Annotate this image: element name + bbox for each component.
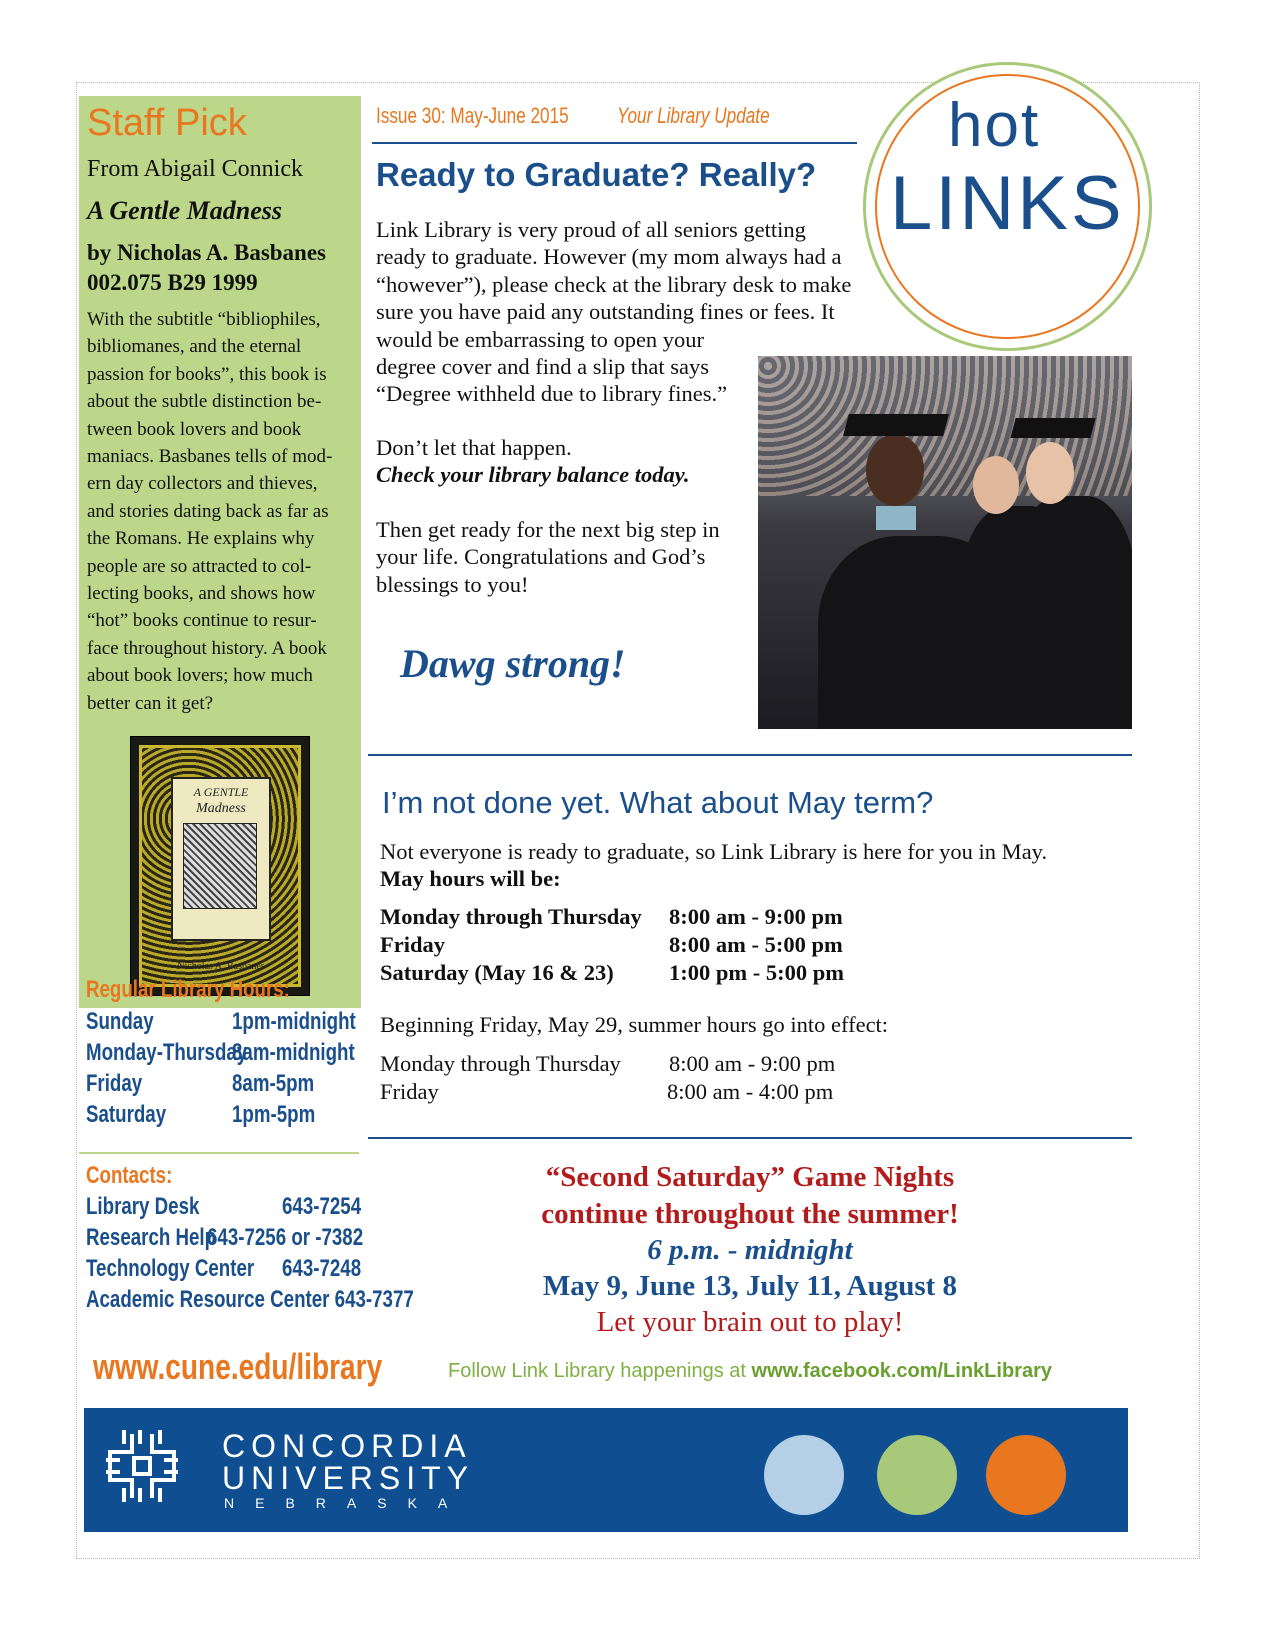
- blue-dot: [764, 1435, 844, 1515]
- graduate-line: sure you have paid any outstanding fines or fees. It: [376, 299, 835, 325]
- graduate-line: ready to graduate. However (my mom always had a: [376, 244, 842, 270]
- graduate-line: “however”), please check at the library desk to make: [376, 271, 852, 297]
- hours-time: 1pm-midnight: [232, 1008, 356, 1035]
- staff-pick-panel: [79, 96, 361, 1008]
- description-line: and stories dating back as far as: [87, 500, 329, 522]
- logo-links-text: LINKS: [890, 161, 1125, 246]
- closing-line: Then get ready for the next big step in: [376, 517, 720, 542]
- contact-name: Research Help: [86, 1224, 217, 1251]
- cover-engraving: [183, 823, 257, 909]
- hours-time: 8am-5pm: [232, 1070, 315, 1097]
- contact-name: Technology Center: [86, 1255, 255, 1282]
- concordia-seal-icon: [104, 1428, 180, 1504]
- description-line: about the subtle distinction be-: [87, 391, 322, 413]
- summer-hours-time: 8:00 am - 4:00 pm: [667, 1079, 834, 1104]
- section-rule: [368, 1137, 1132, 1139]
- graduate-line: Link Library is very proud of all seniors getting: [376, 217, 806, 242]
- may-hours-time: 8:00 am - 5:00 pm: [669, 932, 843, 957]
- game-nights-time: 6 p.m. - midnight: [647, 1234, 853, 1266]
- cover-title-bottom: Madness: [196, 801, 246, 816]
- description-line: maniacs. Basbanes tells of mod-: [87, 446, 333, 468]
- summer-hours-day: Monday through Thursday: [380, 1051, 621, 1076]
- game-nights-subtitle: continue throughout the summer!: [541, 1198, 959, 1230]
- game-nights-title: “Second Saturday” Game Nights: [545, 1161, 955, 1193]
- footer-banner: [84, 1408, 1128, 1532]
- may-hours-day: Saturday (May 16 & 23): [380, 960, 614, 985]
- may-hours-label: May hours will be:: [380, 866, 561, 891]
- description-line: With the subtitle “bibliophiles,: [87, 309, 321, 330]
- contact-phone: 643-7256 or -7382: [207, 1224, 364, 1251]
- divider: [79, 1152, 359, 1154]
- staff-pick-title: Staff Pick: [87, 102, 247, 144]
- hours-time: 1pm-5pm: [232, 1101, 316, 1128]
- description-line: tween book lovers and book: [87, 418, 302, 440]
- contact-phone: 643-7254: [282, 1193, 362, 1220]
- cover-title-top: A GENTLE: [193, 785, 249, 799]
- may-term-intro: Not everyone is ready to graduate, so Link Library is here for you in May.: [380, 839, 1048, 864]
- orange-dot: [986, 1435, 1066, 1515]
- photo-face: [866, 434, 924, 506]
- description-line: bibliomanes, and the eternal: [87, 336, 302, 358]
- photo-cap: [843, 414, 949, 436]
- contacts-heading: Contacts:: [86, 1162, 173, 1189]
- issue-tagline: Your Library Update: [617, 103, 770, 128]
- staff-pick-description: [87, 306, 357, 717]
- may-hours-day: Friday: [380, 932, 445, 957]
- contact-row-arc: [86, 1286, 414, 1314]
- logo-hot-text: hot: [948, 91, 1041, 160]
- staff-pick-book-title: A Gentle Madness: [87, 196, 283, 225]
- hours-day: Saturday: [86, 1101, 167, 1128]
- description-line: the Romans. He explains why: [87, 528, 315, 550]
- closing-line: blessings to you!: [376, 571, 529, 597]
- summer-hours-day: Friday: [380, 1079, 439, 1104]
- game-nights-dates: May 9, June 13, July 11, August 8: [542, 1270, 958, 1302]
- staff-pick-from: From Abigail Connick: [87, 156, 303, 182]
- description-line: better can it get?: [87, 692, 214, 714]
- concordia-wordmark: CONCORDIA: [222, 1428, 472, 1464]
- follow-prefix: Follow Link Library happenings at: [448, 1360, 752, 1382]
- summer-hours-time: 8:00 am - 9:00 pm: [669, 1051, 836, 1076]
- graduate-closing: [376, 516, 720, 598]
- description-line: lecting books, and shows how: [87, 583, 316, 605]
- graduate-warning: [376, 434, 690, 489]
- facebook-link[interactable]: www.facebook.com/LinkLibrary: [751, 1360, 1052, 1382]
- may-term-heading: I’m not done yet. What about May term?: [382, 785, 934, 820]
- may-hours-time: 1:00 pm - 5:00 pm: [669, 960, 844, 985]
- photo-cap: [1010, 418, 1095, 438]
- nebraska-wordmark: NEBRASKA: [224, 1495, 469, 1511]
- check-balance-text: Check your library balance today.: [376, 462, 690, 488]
- hours-day: Sunday: [86, 1008, 154, 1035]
- contact-name: Library Desk: [86, 1193, 200, 1220]
- book-cover-plate: [171, 777, 271, 972]
- staff-pick-author-block: [87, 238, 357, 298]
- hours-time: 8am-midnight: [232, 1039, 355, 1066]
- follow-line: [368, 1360, 1132, 1383]
- contact-name: Academic Resource Center: [86, 1286, 330, 1313]
- contact-phone: 643-7377: [334, 1286, 414, 1313]
- cover-author: Nicholas A. Basbanes: [177, 961, 265, 972]
- graduate-line: degree cover and find a slip that says: [376, 354, 710, 380]
- description-line: about book lovers; how much: [87, 665, 313, 687]
- closing-line: your life. Congratulations and God’s: [376, 544, 706, 570]
- section-rule: [368, 754, 1132, 756]
- description-line: ern day collectors and thieves,: [87, 473, 318, 495]
- may-hours-day: Monday through Thursday: [380, 904, 642, 929]
- university-wordmark: UNIVERSITY: [222, 1460, 475, 1496]
- graduate-line: “Degree withheld due to library fines.”: [376, 381, 728, 407]
- graduates-photo: [758, 356, 1132, 729]
- dawg-strong-slogan: Dawg strong!: [400, 641, 626, 686]
- game-nights-tagline: Let your brain out to play!: [596, 1306, 904, 1338]
- staff-pick-author: by Nicholas A. Basbanes: [87, 240, 327, 265]
- graduate-line: would be embarrassing to open your: [376, 326, 705, 352]
- staff-pick-call-number: 002.075 B29 1999: [87, 270, 258, 295]
- description-line: people are so attracted to col-: [87, 555, 312, 577]
- issue-label: Issue 30: May-June 2015: [376, 103, 569, 128]
- graduate-heading: Ready to Graduate? Really?: [376, 156, 817, 193]
- masthead-rule: [372, 142, 857, 144]
- photo-face: [1026, 442, 1074, 504]
- library-url-link[interactable]: www.cune.edu/library: [93, 1346, 383, 1387]
- summer-intro: Beginning Friday, May 29, summer hours go into effect:: [380, 1012, 889, 1037]
- book-cover-image: [130, 736, 310, 996]
- photo-face: [973, 456, 1019, 514]
- may-hours-time: 8:00 am - 9:00 pm: [669, 904, 843, 929]
- description-line: “hot” books continue to resur-: [87, 610, 317, 632]
- description-line: passion for books”, this book is: [87, 363, 327, 385]
- photo-gown: [1008, 496, 1132, 729]
- hours-day: Monday-Thursday: [86, 1039, 248, 1066]
- hours-day: Friday: [86, 1070, 143, 1097]
- contact-phone: 643-7248: [282, 1255, 362, 1282]
- green-dot: [877, 1435, 957, 1515]
- photo-hood: [876, 506, 916, 530]
- dont-text: Don’t let that happen.: [376, 435, 572, 460]
- description-line: face throughout history. A book: [87, 637, 327, 659]
- regular-hours-heading: Regular Library Hours:: [86, 976, 290, 1003]
